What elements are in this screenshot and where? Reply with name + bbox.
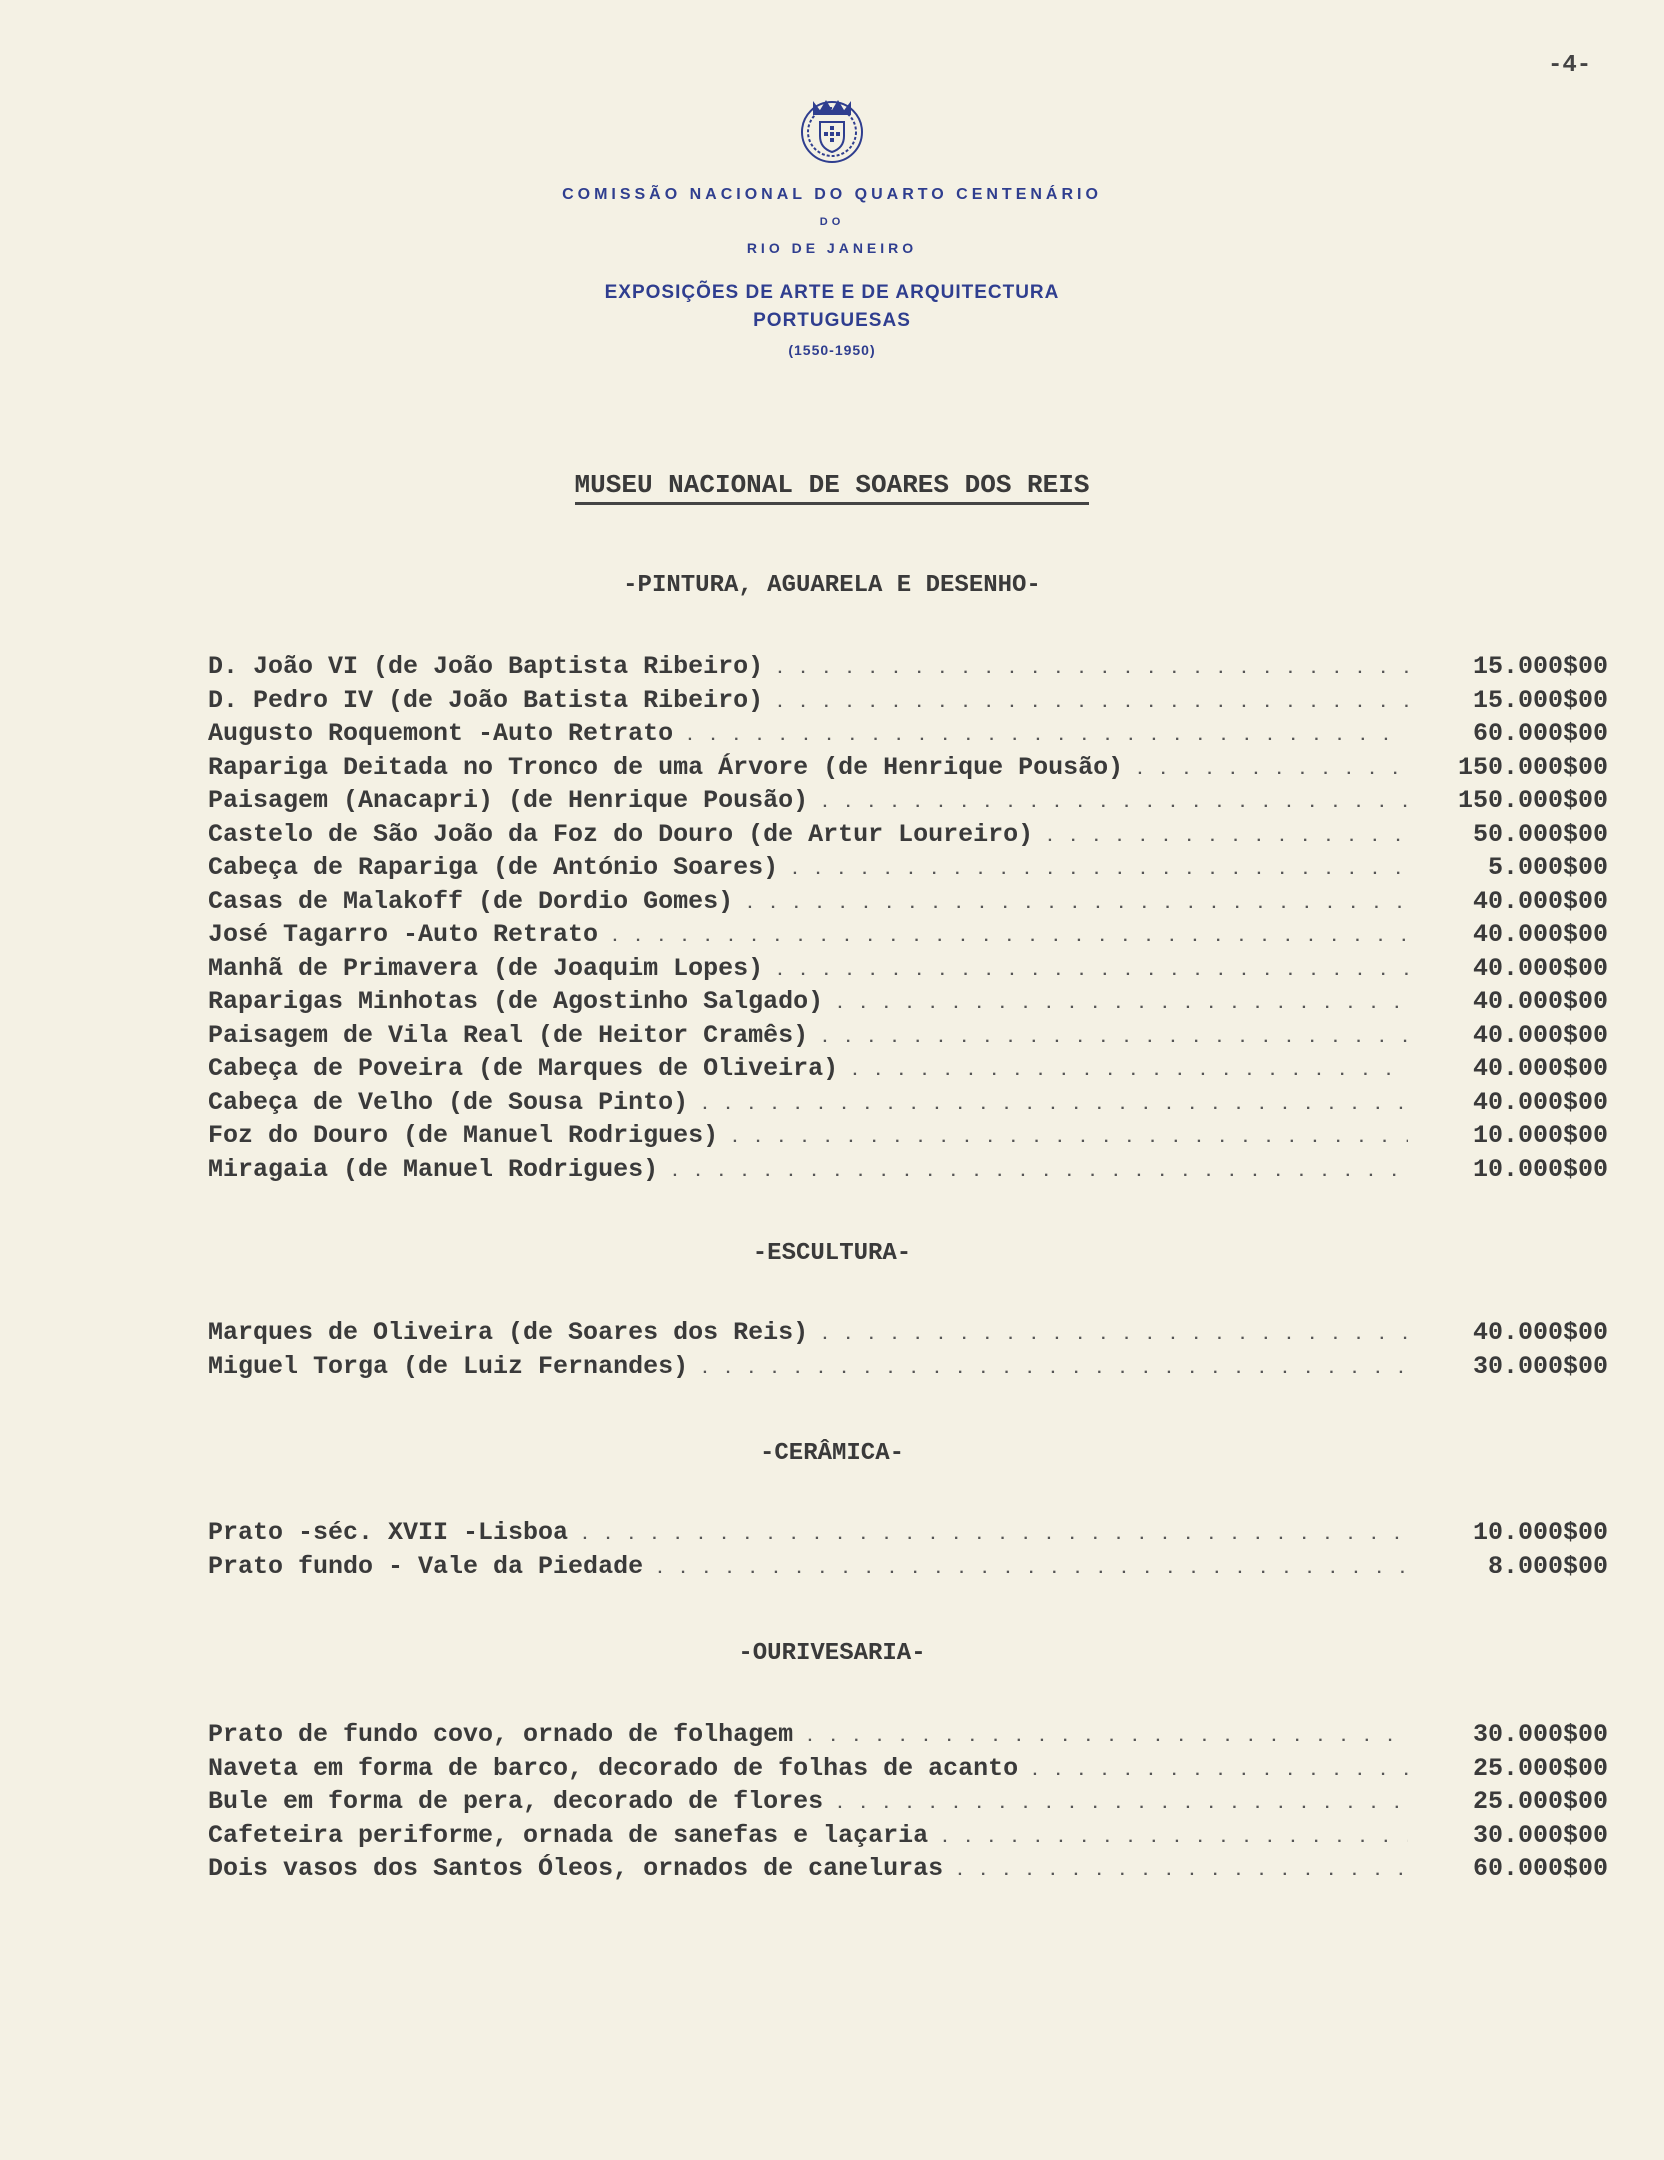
list-item <box>208 1054 1608 1088</box>
list-item <box>208 1352 1608 1386</box>
dot-leader <box>745 887 1408 916</box>
list-item <box>208 652 1608 686</box>
dot-leader <box>820 1021 1408 1050</box>
item-value: 50.000$00 <box>1472 819 1608 849</box>
dot-leader <box>940 1821 1408 1850</box>
list-item <box>208 1088 1608 1122</box>
item-value: 25.000$00 <box>1472 1753 1608 1783</box>
item-label: Cabeça de Poveira (de Marques de Oliveira) <box>208 1054 839 1083</box>
list-item <box>208 753 1608 787</box>
dot-leader <box>955 1854 1408 1883</box>
dot-leader <box>730 1121 1408 1150</box>
list-ourivesaria <box>208 1720 1608 1888</box>
item-value: 40.000$00 <box>1472 1020 1608 1050</box>
item-label: José Tagarro -Auto Retrato <box>208 920 599 949</box>
list-item <box>208 1720 1608 1754</box>
dot-leader <box>805 1720 1408 1749</box>
item-label: Prato -séc. XVII -Lisboa <box>208 1518 569 1547</box>
item-value: 150.000$00 <box>1457 752 1608 782</box>
letterhead <box>0 92 1664 358</box>
dot-leader <box>1045 820 1408 849</box>
dot-leader <box>700 1352 1408 1381</box>
exhibition-subtitle: PORTUGUESAS <box>753 310 911 331</box>
item-value: 30.000$00 <box>1472 1351 1608 1381</box>
list-item <box>208 853 1608 887</box>
list-item <box>208 719 1608 753</box>
dot-leader <box>1030 1754 1408 1783</box>
item-value: 40.000$00 <box>1472 1318 1608 1347</box>
item-label: Castelo de São João da Foz do Douro (de Artur Loureiro) <box>208 819 1034 849</box>
dot-leader <box>820 786 1408 815</box>
item-label: D. João VI (de João Baptista Ribeiro) <box>208 652 764 681</box>
item-label: D. Pedro IV (de João Batista Ribeiro) <box>208 685 764 715</box>
section-heading-ceramica: -CERÂMICA- <box>759 1440 905 1467</box>
dot-leader <box>850 1054 1408 1083</box>
list-item <box>208 987 1608 1021</box>
item-value: 15.000$00 <box>1472 652 1608 681</box>
item-value: 5.000$00 <box>1487 853 1608 882</box>
list-item <box>208 1155 1608 1189</box>
item-value: 8.000$00 <box>1487 1551 1608 1581</box>
exhibition-title: EXPOSIÇÕES DE ARTE E DE ARQUITECTURA <box>604 282 1060 303</box>
dot-leader <box>775 686 1408 715</box>
item-label: Cabeça de Velho (de Sousa Pinto) <box>208 1087 689 1117</box>
dot-leader <box>775 954 1408 983</box>
item-value: 60.000$00 <box>1472 1854 1608 1883</box>
item-value: 60.000$00 <box>1472 719 1608 748</box>
item-label: Miguel Torga (de Luiz Fernandes) <box>208 1351 689 1381</box>
dot-leader <box>835 987 1408 1016</box>
dot-leader <box>775 652 1408 681</box>
item-value: 10.000$00 <box>1472 1518 1608 1547</box>
list-item <box>208 954 1608 988</box>
item-value: 15.000$00 <box>1472 685 1608 715</box>
item-label: Foz do Douro (de Manuel Rodrigues) <box>208 1121 719 1150</box>
item-value: 30.000$00 <box>1472 1820 1608 1850</box>
dot-leader <box>835 1787 1408 1816</box>
list-item <box>208 1821 1608 1855</box>
coat-of-arms-icon <box>794 92 870 168</box>
item-value: 40.000$00 <box>1472 1054 1608 1083</box>
item-label: Paisagem de Vila Real (de Heitor Cramês) <box>208 1020 809 1050</box>
dot-leader <box>700 1088 1408 1117</box>
item-label: Cafeteira periforme, ornada de sanefas e laçaria <box>208 1820 929 1850</box>
organization-city: RIO DE JANEIRO <box>746 240 918 256</box>
list-escultura <box>208 1318 1608 1385</box>
dot-leader <box>610 920 1408 949</box>
list-item <box>208 1021 1608 1055</box>
item-label: Manhã de Primavera (de Joaquim Lopes) <box>208 953 764 983</box>
list-ceramica <box>208 1518 1608 1585</box>
item-value: 10.000$00 <box>1472 1121 1608 1150</box>
item-value: 40.000$00 <box>1472 953 1608 983</box>
list-item <box>208 1552 1608 1586</box>
item-label: Prato de fundo covo, ornado de folhagem <box>208 1720 794 1749</box>
item-label: Prato fundo - Vale da Piedade <box>208 1551 644 1581</box>
item-label: Bule em forma de pera, decorado de flores <box>208 1787 824 1816</box>
item-value: 40.000$00 <box>1472 886 1608 916</box>
organization-name: COMISSÃO NACIONAL DO QUARTO CENTENÁRIO <box>562 186 1102 203</box>
item-value: 40.000$00 <box>1472 1087 1608 1117</box>
list-item <box>208 1787 1608 1821</box>
item-value: 30.000$00 <box>1472 1720 1608 1749</box>
section-heading-pintura: -PINTURA, AGUARELA E DESENHO- <box>623 572 1041 599</box>
item-label: Raparigas Minhotas (de Agostinho Salgado) <box>208 987 824 1016</box>
list-pintura <box>208 652 1608 1188</box>
museum-title <box>0 470 1664 500</box>
item-label: Augusto Roquemont -Auto Retrato <box>208 719 674 748</box>
item-value: 150.000$00 <box>1457 786 1608 815</box>
item-value: 40.000$00 <box>1472 920 1608 949</box>
item-label: Casas de Malakoff (de Dordio Gomes) <box>208 886 734 916</box>
list-item <box>208 1754 1608 1788</box>
dot-leader <box>580 1518 1408 1547</box>
item-label: Paisagem (Anacapri) (de Henrique Pousão) <box>208 786 809 815</box>
section-heading-escultura: -ESCULTURA- <box>752 1240 912 1267</box>
dot-leader <box>655 1552 1408 1581</box>
dot-leader <box>820 1318 1408 1347</box>
list-item <box>208 920 1608 954</box>
item-label: Cabeça de Rapariga (de António Soares) <box>208 853 779 882</box>
item-label: Dois vasos dos Santos Óleos, ornados de caneluras <box>208 1854 944 1883</box>
list-item <box>208 786 1608 820</box>
section-heading-ourivesaria: -OURIVESARIA- <box>738 1640 926 1667</box>
list-item <box>208 1518 1608 1552</box>
dot-leader <box>1135 753 1408 782</box>
organization-connector: DO <box>819 216 845 228</box>
item-value: 40.000$00 <box>1472 987 1608 1016</box>
list-item <box>208 1318 1608 1352</box>
list-item <box>208 887 1608 921</box>
item-label: Rapariga Deitada no Tronco de uma Árvore (de Henrique Pousão) <box>208 752 1124 782</box>
item-label: Marques de Oliveira (de Soares dos Reis) <box>208 1318 809 1347</box>
item-value: 25.000$00 <box>1472 1787 1608 1816</box>
list-item <box>208 1121 1608 1155</box>
dot-leader <box>670 1155 1408 1184</box>
item-label: Miragaia (de Manuel Rodrigues) <box>208 1154 659 1184</box>
exhibition-years: (1550-1950) <box>788 342 876 358</box>
item-label: Naveta em forma de barco, decorado de folhas de acanto <box>208 1753 1019 1783</box>
list-item <box>208 686 1608 720</box>
dot-leader <box>790 853 1408 882</box>
dot-leader <box>685 719 1408 748</box>
page-number: -4- <box>1548 52 1592 79</box>
museum-title-text: MUSEU NACIONAL DE SOARES DOS REIS <box>575 470 1090 505</box>
list-item <box>208 820 1608 854</box>
list-item <box>208 1854 1608 1888</box>
item-value: 10.000$00 <box>1472 1154 1608 1184</box>
